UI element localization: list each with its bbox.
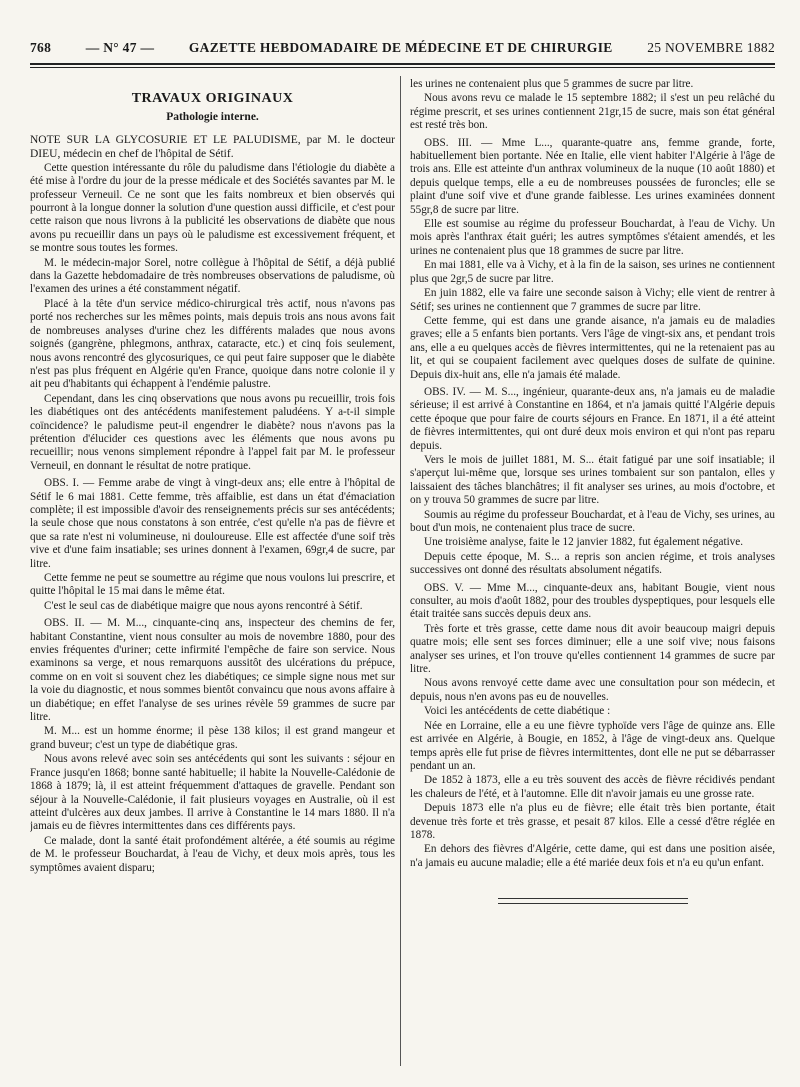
issue-date: 25 NOVEMBRE 1882	[647, 40, 775, 55]
paragraph: De 1852 à 1873, elle a eu très souvent des accès de fièvre récidivés pendant les chaleurs de l'été, et à l'automne. Elle dit n'avoir jamais eu une grosse rate.	[410, 774, 775, 800]
journal-title: GAZETTE HEBDOMADAIRE DE MÉDECINE ET DE CHIRURGIE	[188, 40, 613, 55]
paragraph: Très forte et très grasse, cette dame nous dit avoir beaucoup maigri depuis quatre mois; elle sent ses forces diminuer; elle a une soif vive; nous faisons analyser ses urines, et l'on trouve qu'elles contiennent 14 grammes de sucre par litre.	[410, 622, 775, 676]
paragraph: Cette question intéressante du rôle du paludisme dans l'étiologie du diabète a été mise à l'ordre du jour de la presse médicale et des Sociétés savantes par M. le professeur Verneuil. Ce ne sont que les faits nombreux et bien observés qui pourront à la longue donner la solution d'une question aussi difficile, et c'est pour cette raison que nous livrons à la publicité les observations de diabète que nous avons pu recueillir dans un pays où le paludisme est excessivement fréquent, et se montre sous toutes les formes.	[30, 161, 395, 255]
paragraph: Soumis au régime du professeur Bouchardat, et à l'eau de Vichy, ses urines, au bout d'un mois, ne contenaient plus trace de sucre.	[410, 508, 775, 534]
page-number: 768	[30, 40, 52, 55]
paragraph: Voici les antécédents de cette diabétique :	[424, 705, 611, 718]
paragraph: M. le médecin-major Sorel, notre collègue à l'hôpital de Sétif, a déjà publié dans la Gazette hebdomadaire de très nombreuses observations de paludisme, où l'examen des urines a été constamment négatif.	[30, 256, 395, 296]
observation-paragraph: OBS. III. — Mme L..., quarante-quatre ans, femme grande, forte, habituellement bien portante. Née en Italie, elle vient habiter l'Algérie à l'âge de trois ans. Elle est atteinte d'un anthrax volumineux de la nuque (10 août 1880) et depuis quelque temps, elle a eu de nombreuses poussées de furoncles; elle se plaint d'une soif vive et d'une grande faiblesse. Les urines examinées donnent 55gr,8 de sucre par litre.	[410, 136, 775, 216]
paragraph: Cette femme, qui est dans une grande aisance, n'a jamais eu de maladies graves; elle a 5 enfants bien portants. Vers l'âge de vingt-six ans, et pendant trois ans, elle a eu quelques accès de fièvres intermittentes, qui ne la retenaient pas au lit, et qui se coupaient facilement avec quelques doses de sulfate de quinine. Depuis dix-huit ans, elle n'a jamais été malade.	[410, 314, 775, 381]
observation-paragraph: OBS. II. — M. M..., cinquante-cinq ans, inspecteur des chemins de fer, habitant Constantine, vient nous consulter au mois de novembre 1880, pour des envies fréquentes d'uriner; cette infirmité l'empêche de faire son service. Nous examinons sa verge, et nous remarquons aussitôt des ulcérations du prépuce, comme on en voit si souvent chez les diabétiques; ce simple signe nous met sur la voie du diagnostic, et nous sommes bientôt convaincu que nous avons affaire à un diabétique; en effet l'analyse de ses urines révèle 59 grammes de sucre par litre.	[30, 617, 395, 724]
paragraph: C'est le seul cas de diabétique maigre que nous ayons rencontré à Sétif.	[44, 599, 363, 612]
paragraph: En mai 1881, elle va à Vichy, et à la fin de la saison, ses urines ne contiennent plus que 2gr,5 de sucre par litre.	[410, 259, 775, 285]
observation-paragraph: OBS. IV. — M. S..., ingénieur, quarante-deux ans, n'a jamais eu de maladie sérieuse; il est arrivé à Constantine en 1864, et n'a jamais quitté l'Algérie depuis cette époque que pour faire de courts séjours en France. En 1871, il a été atteint de fièvres intermittentes, qui ont duré deux mois environ et qui n'ont pas reparu depuis.	[410, 385, 775, 452]
running-header	[30, 40, 775, 58]
header-rule	[30, 63, 775, 68]
paragraph: Vers le mois de juillet 1881, M. S... était fatigué par une soif insatiable; il s'aperçut lui-même que, lorsque ses urines tombaient sur son pantalon, elles y laissaient des tâches blanchâtres; il fit analyser ses urines, au mois d'octobre, et on y trouva 50 grammes de sucre par litre.	[410, 453, 775, 507]
issue-number: — N° 47 —	[85, 40, 155, 55]
right-column	[410, 78, 775, 1068]
paragraph: Nous avons renvoyé cette dame avec une consultation pour son médecin, et depuis, nous n'en avons pas eu de nouvelles.	[410, 677, 775, 703]
paragraph: les urines ne contenaient plus que 5 grammes de sucre par litre.	[410, 78, 694, 90]
section-title: TRAVAUX ORIGINAUX	[131, 91, 294, 106]
paragraph: Une troisième analyse, faite le 12 janvier 1882, fut également négative.	[424, 536, 744, 549]
paragraph: Elle est soumise au régime du professeur Bouchardat, à l'eau de Vichy. Un mois après l'anthrax était guéri; les autres symptômes s'étaient amendés, et les urines ne contenaient plus que 18 grammes de sucre par litre.	[410, 218, 775, 257]
paragraph: Ce malade, dont la santé était profondément altérée, a été soumis au régime de M. le professeur Bouchardat, à l'eau de Vichy, et deux mois après, tous les symptômes avaient disparu;	[30, 834, 395, 874]
paragraph: Cependant, dans les cinq observations que nous avons pu recueillir, trois fois les diabétiques ont des antécédents manifestement paludéens. Y a-t-il simple coïncidence? le paludisme peut-il engendrer le diabète? nous n'avons pas la prétention d'élucider ces questions avec les éléments que nous avons pu recueillir; nous venons simplement répondre à l'appel fait par M. le professeur Verneuil, en donnant le résultat de notre pratique.	[30, 392, 395, 472]
paragraph: Cette femme ne peut se soumettre au régime que nous voulons lui prescrire, et quitte l'hôpital le 15 mai dans le même état.	[30, 572, 395, 598]
end-rule	[498, 898, 688, 904]
paragraph: En dehors des fièvres d'Algérie, cette dame, qui est dans une position aisée, n'a jamais eu aucune maladie; elle a été mariée deux fois et n'a eu qu'un enfant.	[410, 843, 775, 869]
observation-paragraph: OBS. I. — Femme arabe de vingt à vingt-deux ans; elle entre à l'hôpital de Sétif le 6 mai 1881. Cette femme, très affaiblie, est dans un état d'émaciation complète; il est impossible d'avoir des renseignements précis sur ses antécédents; la seule chose que nous constatons à son entrée, c'est qu'elle n'a pas de fièvre et que sa rate n'est ni volumineuse, ni douloureuse. Elle est affectée d'une soif très vive et d'une faim insatiable; ses urines donnent à l'examen, 69gr,4 de sucre, par litre.	[30, 477, 395, 570]
observation-paragraph: OBS. V. — Mme M..., cinquante-deux ans, habitant Bougie, vient nous consulter, au mois d'août 1882, pour des troubles dyspeptiques, pour lesquels elle était traitée sans succès depuis deux ans.	[410, 581, 775, 621]
paragraph: Nous avons revu ce malade le 15 septembre 1882; il s'est un peu relâché du régime prescrit, et ses urines contiennent 21gr,15 de sucre, mais son état général est resté très bon.	[410, 92, 775, 132]
paragraph: Née en Lorraine, elle a eu une fièvre typhoïde vers l'âge de quinze ans. Elle est arrivée en Algérie, à Bougie, en 1852, à l'âge de vingt-deux ans. Quelque temps après elle fut prise de fièvres intermittentes, dont elle ne put se débarrasser pendant un an.	[410, 719, 775, 772]
paragraph: Depuis 1873 elle n'a plus eu de fièvre; elle était très bien portante, était devenue très forte et très grasse, et pesait 87 kilos. Elle a cessé d'être réglée en 1878.	[410, 802, 775, 841]
left-column	[30, 78, 395, 1068]
paragraph: En juin 1882, elle va faire une seconde saison à Vichy; elle vient de rentrer à Sétif; ses urines ne contiennent que 7 grammes de sucre par litre.	[410, 287, 775, 313]
paragraph: Placé à la tête d'un service médico-chirurgical très actif, nous n'avons pas porté nos recherches sur les mêmes points, mais depuis trois ans nous avons fait de nombreuses analyses d'urine chez les différents malades que nous avons soignés (gangrène, phlegmons, anthrax, cataracte, etc.) et cinq fois seulement, nous avons rencontré des glycosuriques, ce qui peut faire supposer que le diabète n'est pas plus fréquent en Algérie qu'en France, quoique dans notre colonie il y ait peu d'habitants qui échappent à l'endémie palustre.	[30, 297, 395, 391]
article-heading: NOTE SUR LA GLYCOSURIE ET LE PALUDISME, par M. le docteur DIEU, médecin en chef de l'hôpital de Sétif.	[30, 133, 395, 160]
paragraph: Depuis cette époque, M. S... a repris son ancien régime, et trois analyses successives ont donné des résultats absolument négatifs.	[410, 550, 775, 577]
column-divider	[400, 76, 401, 1066]
paragraph: Nous avons relevé avec soin ses antécédents qui sont les suivants : séjour en France jusqu'en 1868; bonne santé habituelle; il habite la Nouvelle-Calédonie de 1868 à 1879; là, il est atteint fréquemment d'attaques de gravelle. Pendant son séjour à la Nouvelle-Calédonie, il fait plusieurs voyages en Australie, où il est atteint d'ulcères aux deux jambes. Il arrive à Constantine le 14 mars 1880. Il n'a jamais eu de fièvres intermittentes dans ces différents pays.	[30, 753, 395, 833]
paragraph: M. M... est un homme énorme; il pèse 138 kilos; il est grand mangeur et grand buveur; c'est un type de diabétique gras.	[30, 725, 395, 751]
section-subtitle: Pathologie interne.	[166, 111, 259, 124]
